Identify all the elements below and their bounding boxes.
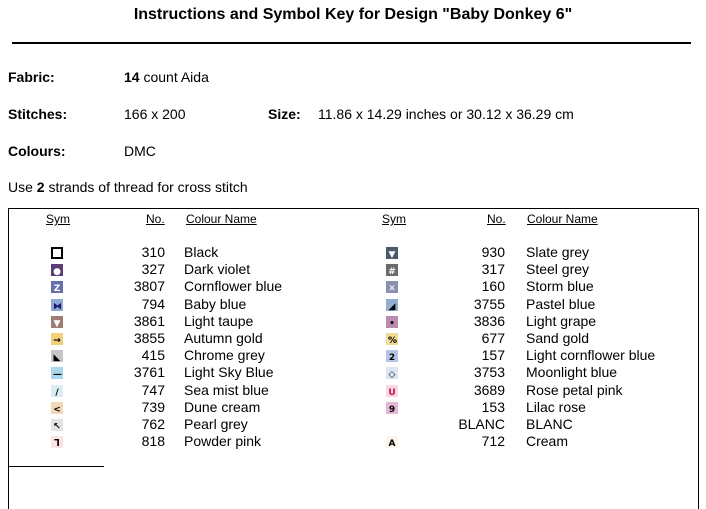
dmc-number: 3836	[473, 312, 505, 329]
fabric-value	[124, 69, 209, 85]
thread-symbol-icon: —	[51, 367, 63, 379]
colour-name: Powder pink	[184, 433, 262, 450]
thread-symbol-icon: 2	[386, 350, 398, 362]
colour-name: Dune cream	[184, 398, 261, 415]
key-row-right	[0, 278, 706, 295]
dmc-number: BLANC	[458, 416, 505, 432]
key-row-right	[0, 330, 706, 347]
dmc-number: 712	[481, 433, 505, 450]
title-divider	[12, 42, 691, 44]
stitches-value: 166 x 200	[124, 106, 186, 122]
dmc-number: 415	[141, 347, 165, 364]
key-row-right	[0, 382, 706, 399]
dmc-number: 762	[141, 416, 165, 432]
thread-symbol-icon: /	[51, 385, 63, 397]
key-row-right	[0, 296, 706, 313]
key-row-right	[0, 347, 706, 364]
fabric-label: Fabric:	[8, 69, 55, 85]
header-no-left: No.	[146, 212, 165, 226]
dmc-number: 3753	[473, 364, 505, 381]
thread-symbol-icon: ◣	[51, 350, 63, 362]
stitches-label: Stitches:	[8, 106, 68, 122]
colour-name: Dark violet	[184, 261, 251, 278]
colour-name: Pearl grey	[184, 416, 248, 432]
header-name-left: Colour Name	[186, 212, 257, 226]
thread-symbol-icon: <	[51, 402, 63, 414]
colour-name: Black	[184, 244, 219, 260]
dmc-number: 153	[481, 398, 505, 415]
thread-symbol-icon: →	[51, 333, 63, 345]
colour-name: Pastel blue	[526, 295, 596, 312]
dmc-number: 930	[481, 244, 505, 260]
fabric-count: 14	[124, 69, 140, 85]
thread-symbol-icon: ◇	[386, 367, 398, 379]
instr-prefix: Use	[8, 179, 33, 195]
key-row-right	[0, 364, 706, 381]
thread-symbol-icon: ↖	[51, 419, 63, 431]
thread-symbol-icon: ᒣ	[51, 436, 63, 448]
dmc-number: 818	[141, 433, 165, 450]
thread-symbol-icon: ◢	[386, 299, 398, 311]
instr-suffix: strands of thread for cross stitch	[48, 179, 248, 195]
colour-name: Storm blue	[526, 278, 594, 295]
thread-symbol-icon: ▼	[386, 247, 398, 259]
thread-symbol-icon: •	[386, 316, 398, 328]
dmc-number: 739	[141, 398, 165, 415]
colour-name: Cream	[526, 433, 569, 450]
thread-symbol-icon: ⧓	[51, 299, 63, 311]
key-row-right	[0, 433, 706, 450]
key-row-right	[0, 244, 706, 261]
dmc-number: 747	[141, 381, 165, 398]
header-name-right: Colour Name	[527, 212, 598, 226]
colour-name: BLANC	[526, 416, 573, 432]
colour-name: Slate grey	[526, 244, 590, 260]
dmc-number: 3755	[473, 295, 505, 312]
key-row-right	[0, 261, 706, 278]
thread-symbol-icon: U	[386, 385, 398, 397]
size-value: 11.86 x 14.29 inches or 30.12 x 36.29 cm	[318, 106, 574, 122]
colour-name: Steel grey	[526, 261, 590, 278]
thread-symbol-icon: A	[386, 436, 398, 448]
header-sym-left: Sym	[46, 212, 70, 226]
key-row-right	[0, 399, 706, 416]
dmc-number: 160	[481, 278, 505, 295]
thread-symbol-icon: Z	[51, 281, 63, 293]
colour-name: Moonlight blue	[526, 364, 618, 381]
dmc-number: 3861	[133, 312, 165, 329]
colour-name: Sand gold	[526, 330, 590, 346]
dmc-number: 317	[481, 261, 505, 278]
colour-name: Light cornflower blue	[526, 347, 656, 364]
dmc-number: 3761	[133, 364, 165, 381]
colour-name: Chrome grey	[184, 347, 265, 364]
colour-name: Autumn gold	[184, 330, 263, 346]
dmc-number: 157	[481, 347, 505, 364]
header-no-right: No.	[487, 212, 506, 226]
colour-name: Rose petal pink	[526, 381, 623, 398]
dmc-number: 3689	[473, 381, 505, 398]
thread-symbol-icon: ●	[51, 264, 63, 276]
header-sym-right: Sym	[382, 212, 406, 226]
dmc-number: 327	[141, 261, 165, 278]
size-label: Size:	[268, 106, 301, 122]
colour-name: Sea mist blue	[184, 381, 269, 398]
dmc-number: 3855	[133, 330, 165, 346]
key-row-right	[0, 313, 706, 330]
strand-count: 2	[36, 179, 45, 195]
dmc-number: 794	[141, 295, 165, 312]
thread-symbol-icon: ✕	[386, 281, 398, 293]
colour-name: Light taupe	[184, 312, 254, 329]
colours-label: Colours:	[8, 143, 66, 159]
colour-name: Light grape	[526, 312, 597, 329]
dmc-number: 3807	[133, 278, 165, 295]
page-title: Instructions and Symbol Key for Design "Baby Donkey 6"	[133, 6, 573, 23]
colour-name: Cornflower blue	[184, 278, 283, 295]
thread-symbol-icon: %	[386, 333, 398, 345]
key-row-right	[0, 416, 706, 433]
colour-name: Light Sky Blue	[184, 364, 274, 381]
thread-symbol-icon	[386, 419, 398, 431]
thread-symbol-icon: #	[386, 264, 398, 276]
colours-value: DMC	[124, 143, 156, 159]
dmc-number: 677	[481, 330, 505, 346]
footer-rule	[8, 466, 104, 467]
thread-instructions	[8, 179, 248, 195]
thread-symbol-icon: 9	[386, 402, 398, 414]
fabric-type: count Aida	[143, 69, 209, 85]
colour-name: Lilac rose	[526, 398, 586, 415]
dmc-number: 310	[141, 244, 165, 260]
thread-symbol-icon: ▼	[51, 316, 63, 328]
colour-name: Baby blue	[184, 295, 247, 312]
